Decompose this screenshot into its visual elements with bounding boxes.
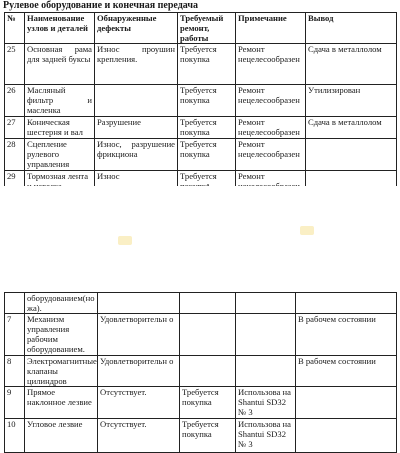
cell-result	[296, 419, 397, 453]
cell-repair	[180, 293, 236, 314]
cell-result	[296, 387, 397, 419]
cell-repair: Требуется покупка	[178, 117, 236, 139]
cell-part-name: Механизм управления рабочим оборудованием.	[25, 314, 98, 356]
header-part-name: Наименование узлов и деталей	[25, 13, 95, 44]
cell-defect: Износ	[95, 171, 178, 193]
cell-repair: Требуется	[178, 171, 236, 193]
cell-number: 7	[5, 314, 25, 356]
cell-note	[236, 293, 296, 314]
cell-note	[236, 356, 296, 387]
defects-table-top	[4, 12, 397, 193]
table-row	[5, 117, 397, 139]
cell-defect: Износ проушин крепления.	[95, 44, 178, 85]
cell-note: Ремонт нецелесообразен	[236, 44, 306, 85]
cell-part-name: Основная рама для задней буксы	[25, 44, 95, 85]
cell-number: 8	[5, 356, 25, 387]
cell-part-name: Прямое наклонное лезвие	[25, 387, 98, 419]
cell-number: 29	[5, 171, 25, 193]
header-result: Вывод	[306, 13, 397, 44]
table-row	[5, 85, 397, 117]
table-row	[5, 356, 397, 387]
cell-repair: Требуется покупка	[180, 387, 236, 419]
cell-number: 28	[5, 139, 25, 171]
cell-result: Утилизирован	[306, 85, 397, 117]
cell-number: 10	[5, 419, 25, 453]
cell-part-name: Угловое лезвие	[25, 419, 98, 453]
cell-number: 9	[5, 387, 25, 419]
cell-result	[296, 293, 397, 314]
cell-result: В рабочем состоянии	[296, 356, 397, 387]
cell-defect: Удовлетворительн о	[98, 356, 180, 387]
cell-repair: Требуется покупка	[180, 419, 236, 453]
cell-repair	[180, 314, 236, 356]
cell-note: Ремонт нецелесообразен	[236, 139, 306, 171]
cell-result: В рабочем состоянии	[296, 314, 397, 356]
upper-page-section	[0, 0, 400, 185]
cell-part-name: оборудованием(но жа).	[25, 293, 98, 314]
cell-repair	[180, 356, 236, 387]
cell-number: 25	[5, 44, 25, 85]
watermark-badge	[118, 236, 132, 245]
cell-note: Ремонт нецелесообразен	[236, 85, 306, 117]
defects-table-bottom	[4, 292, 397, 453]
cell-part-name: Коническая шестерня и вал	[25, 117, 95, 139]
table-row	[5, 314, 397, 356]
cell-part-name: Масляный фильтр и масленка	[25, 85, 95, 117]
cell-note: Использова на Shantui SD32 № 3	[236, 419, 296, 453]
table-row	[5, 387, 397, 419]
cell-part-name: Электромагнитные клапаны цилиндров	[25, 356, 98, 387]
cell-repair: Требуется покупка	[178, 139, 236, 171]
section-title: Рулевое оборудование и конечная передача	[3, 0, 199, 11]
cell-defect: Разрушение	[95, 117, 178, 139]
watermark-badge	[300, 226, 314, 235]
cell-number: 27	[5, 117, 25, 139]
cell-repair: Требуется покупка	[178, 44, 236, 85]
table-row	[5, 293, 397, 314]
cell-result	[306, 139, 397, 171]
cell-note: Ремонт нецелесообразен	[236, 117, 306, 139]
page-gap	[0, 186, 400, 290]
cell-part-name: Сцепление рулевого управления	[25, 139, 95, 171]
cell-part-name: Тормозная лента	[25, 171, 95, 193]
cell-repair: Требуется покупка	[178, 85, 236, 117]
table-row	[5, 44, 397, 85]
header-repair: Требуемый ремонт, работы	[178, 13, 236, 44]
table-row	[5, 419, 397, 453]
cell-result: Сдача в металлолом	[306, 117, 397, 139]
cell-defect: Отсутствует.	[98, 387, 180, 419]
table-row	[5, 139, 397, 171]
table-header-row	[5, 13, 397, 44]
cell-defect	[95, 85, 178, 117]
cell-defect: Удовлетворительн о	[98, 314, 180, 356]
cell-result: Сдача в металлолом	[306, 44, 397, 85]
cell-note	[236, 314, 296, 356]
header-note: Примечание	[236, 13, 306, 44]
cell-number	[5, 293, 25, 314]
cell-note: Ремонт	[236, 171, 306, 193]
cell-defect	[98, 293, 180, 314]
cell-defect: Износ, разрушение фрикциона	[95, 139, 178, 171]
cell-number: 26	[5, 85, 25, 117]
cell-defect: Отсутствует.	[98, 419, 180, 453]
header-defects: Обнаруженные дефекты	[95, 13, 178, 44]
cell-note: Использова на Shantui SD32 № 3	[236, 387, 296, 419]
header-number: №	[5, 13, 25, 44]
